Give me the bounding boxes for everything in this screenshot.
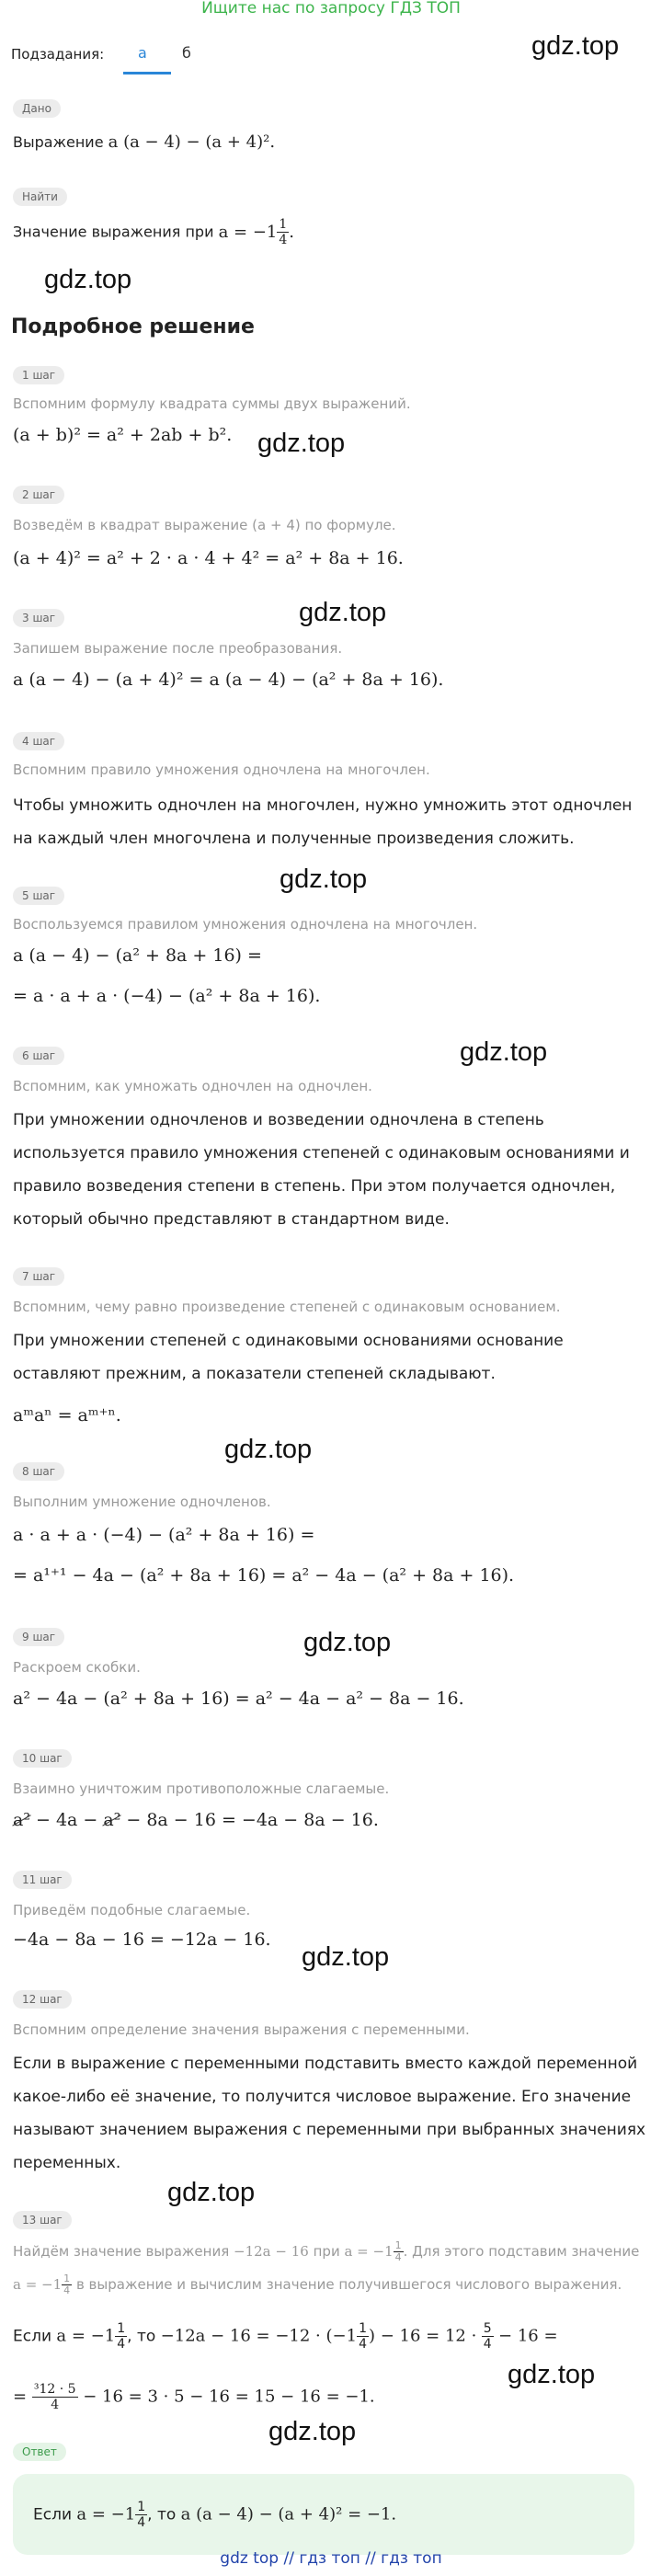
step-calculation xyxy=(13,2382,375,2412)
step-badge: 1 шаг xyxy=(13,366,64,384)
hint-part: Найдём значение выражения xyxy=(13,2243,230,2260)
step-text: Если в выражение с переменными подставить вместо каждой переменной какое-либо её значение, то получится числовое выражение. Его значение называют значением выражения с переменными при выбранных значениях переменных. xyxy=(13,2055,646,2172)
step-badge: 7 шаг xyxy=(13,1267,64,1286)
find-fraction xyxy=(277,217,289,247)
frac-num: 1 xyxy=(137,2500,146,2514)
cancelled-term: a² xyxy=(13,1810,30,1830)
frac-den: 4 xyxy=(359,2337,367,2352)
hint-expression: a = −1 xyxy=(13,2276,63,2293)
frac-num: 1 xyxy=(117,2321,126,2336)
hint-expression: a = −1 xyxy=(344,2243,394,2260)
calc-part: − 16 = 3 · 5 − 16 = 15 − 16 = −1. xyxy=(83,2387,375,2407)
find-label: Значение выражения при xyxy=(13,223,214,241)
step-hint: Вспомним определение значения выражения с переменными. xyxy=(13,2021,470,2038)
hint-fraction xyxy=(394,2240,404,2263)
given-label: Выражение xyxy=(13,133,104,151)
step-math: = a · a + a · (−4) − (a² + 8a + 16). xyxy=(13,986,321,1006)
step-math: a (a − 4) − (a² + 8a + 16) = xyxy=(13,945,262,966)
watermark: gdz.top xyxy=(508,2360,596,2389)
hint-part: в выражение и вычислим значение получившегося числового выражения. xyxy=(75,2276,622,2293)
math-part: − 4a − xyxy=(29,1810,104,1830)
step-math: aᵐaⁿ = aᵐ⁺ⁿ. xyxy=(13,1405,121,1425)
step-text: При умножении одночленов и возведении одночлена в степень используется правило умножения степеней с одинаковым основаниями и правило возведения степени в степень. При этом получается одночлен, который обычно представляют в стандартном виде. xyxy=(13,1111,630,1229)
frac-den: 4 xyxy=(483,2337,492,2352)
calc-fraction xyxy=(32,2382,78,2412)
hint-fraction xyxy=(62,2273,72,2296)
watermark: gdz.top xyxy=(302,1942,390,1972)
step-hint xyxy=(13,2240,647,2263)
step-badge: 6 шаг xyxy=(13,1047,64,1065)
given-text xyxy=(13,132,275,152)
calc-expression: a = −1 xyxy=(56,2326,116,2346)
step-badge: 12 шаг xyxy=(13,1990,72,2009)
step-hint xyxy=(13,2273,647,2296)
calc-fraction xyxy=(482,2321,494,2352)
watermark: gdz.top xyxy=(268,2417,357,2446)
hint-expression: −12a − 16 xyxy=(234,2243,309,2260)
search-banner: Ищите нас по запросу ГДЗ ТОП xyxy=(201,0,461,17)
calc-part: = xyxy=(13,2387,28,2407)
watermark: gdz.top xyxy=(224,1435,313,1464)
calc-expression: − 16 = xyxy=(498,2326,558,2346)
find-frac-num: 1 xyxy=(279,217,288,232)
watermark: gdz.top xyxy=(167,2178,256,2207)
step-hint: Возведём в квадрат выражение (a + 4) по формуле. xyxy=(13,517,396,533)
step-math: −4a − 8a − 16 = −12a − 16. xyxy=(13,1929,271,1950)
calc-fraction xyxy=(357,2321,369,2352)
step-badge: 4 шаг xyxy=(13,732,64,750)
step-badge: 9 шаг xyxy=(13,1628,64,1646)
step-math: (a + 4)² = a² + 2 · a · 4 + 4² = a² + 8a + 16. xyxy=(13,548,404,568)
step-hint: Выполним умножение одночленов. xyxy=(13,1494,271,1510)
math-part: − 8a − 16 = −4a − 8a − 16. xyxy=(120,1810,379,1830)
step-badge: 13 шаг xyxy=(13,2211,72,2229)
tab-b[interactable]: б xyxy=(182,44,191,62)
frac-den: 4 xyxy=(394,2251,402,2263)
cancelled-term: a² xyxy=(103,1810,121,1830)
watermark: gdz.top xyxy=(257,429,346,458)
step-hint: Взаимно уничтожим противоположные слагаемые. xyxy=(13,1780,390,1797)
step-math: a · a + a · (−4) − (a² + 8a + 16) = xyxy=(13,1525,315,1545)
frac-num: 1 xyxy=(63,2273,71,2284)
watermark: gdz.top xyxy=(303,1628,392,1657)
subtasks-label: Подзадания: xyxy=(11,46,105,63)
answer-part: Если xyxy=(33,2505,73,2524)
step-hint: Запишем выражение после преобразования. xyxy=(13,640,343,657)
frac-num: ³12 · 5 xyxy=(33,2382,76,2397)
footer-links[interactable]: gdz top // гдз топ // гдз топ xyxy=(220,2549,442,2568)
find-expr-suffix: . xyxy=(289,222,295,242)
hint-part: . Для этого подставим значение xyxy=(403,2243,640,2260)
step-badge: 5 шаг xyxy=(13,887,64,905)
step-math: a² − 4a − (a² + 8a + 16) = a² − 4a − a² − 8a − 16. xyxy=(13,1689,464,1709)
frac-den: 4 xyxy=(117,2337,126,2352)
solution-heading: Подробное решение xyxy=(11,315,255,338)
step-hint: Вспомним формулу квадрата суммы двух выражений. xyxy=(13,395,411,412)
watermark: gdz.top xyxy=(299,598,387,627)
frac-num: 1 xyxy=(394,2239,402,2251)
step-text: При умножении степеней с одинаковыми основаниями основание оставляют прежним, а показатели степеней складывают. xyxy=(13,1332,564,1383)
frac-den: 4 xyxy=(51,2398,60,2412)
watermark: gdz.top xyxy=(531,31,620,61)
step-hint: Приведём подобные слагаемые. xyxy=(13,1902,251,1918)
find-text xyxy=(13,217,294,247)
step-math: = a¹⁺¹ − 4a − (a² + 8a + 16) = a² − 4a − (a² + 8a + 16). xyxy=(13,1565,515,1586)
step-math: a (a − 4) − (a + 4)² = a (a − 4) − (a² + 8a + 16). xyxy=(13,670,444,690)
frac-den: 4 xyxy=(63,2284,71,2296)
calc-part: , то xyxy=(127,2327,156,2346)
step-calculation xyxy=(13,2321,558,2352)
calc-expression: −12a − 16 = −12 · (−1 xyxy=(160,2326,358,2346)
active-tab-indicator xyxy=(123,72,171,74)
watermark: gdz.top xyxy=(280,864,368,894)
step-hint: Раскроем скобки. xyxy=(13,1659,141,1676)
watermark: gdz.top xyxy=(44,265,132,294)
step-badge: 2 шаг xyxy=(13,486,64,504)
step-text: Чтобы умножить одночлен на многочлен, нужно умножить этот одночлен на каждый член многочлена и полученные произведения сложить. xyxy=(13,796,633,848)
tab-a[interactable]: а xyxy=(138,44,147,62)
step-badge: 3 шаг xyxy=(13,609,64,627)
answer-part: , то xyxy=(147,2505,177,2524)
step-hint: Вспомним правило умножения одночлена на многочлен. xyxy=(13,761,430,778)
step-math xyxy=(13,1810,379,1830)
answer-text xyxy=(33,2500,396,2530)
calc-part: Если xyxy=(13,2327,52,2346)
calc-fraction xyxy=(115,2321,127,2352)
find-badge: Найти xyxy=(13,188,67,206)
frac-den: 4 xyxy=(137,2515,146,2530)
find-expression xyxy=(218,217,295,247)
step-badge: 11 шаг xyxy=(13,1871,72,1889)
find-expr-prefix: a = −1 xyxy=(218,222,278,242)
step-hint: Воспользуемся правилом умножения одночлена на многочлен. xyxy=(13,916,478,933)
calc-expression: ) − 16 = 12 · xyxy=(368,2326,477,2346)
answer-fraction xyxy=(135,2500,147,2530)
step-badge: 8 шаг xyxy=(13,1462,64,1481)
frac-num: 1 xyxy=(359,2321,367,2336)
answer-expression: a (a − 4) − (a + 4)² = −1. xyxy=(180,2504,397,2524)
step-badge: 10 шаг xyxy=(13,1749,72,1768)
step-math: (a + b)² = a² + 2ab + b². xyxy=(13,425,233,445)
step-hint: Вспомним, как умножать одночлен на одночлен. xyxy=(13,1078,372,1094)
given-expression: a (a − 4) − (a + 4)². xyxy=(108,132,276,152)
hint-part: при xyxy=(313,2243,340,2260)
step-hint: Вспомним, чему равно произведение степеней с одинаковым основанием. xyxy=(13,1299,561,1315)
find-frac-den: 4 xyxy=(279,233,288,247)
answer-badge: Ответ xyxy=(13,2443,66,2461)
answer-expression: a = −1 xyxy=(76,2504,136,2524)
watermark: gdz.top xyxy=(460,1037,548,1067)
frac-num: 5 xyxy=(483,2321,492,2336)
given-badge: Дано xyxy=(13,99,61,118)
